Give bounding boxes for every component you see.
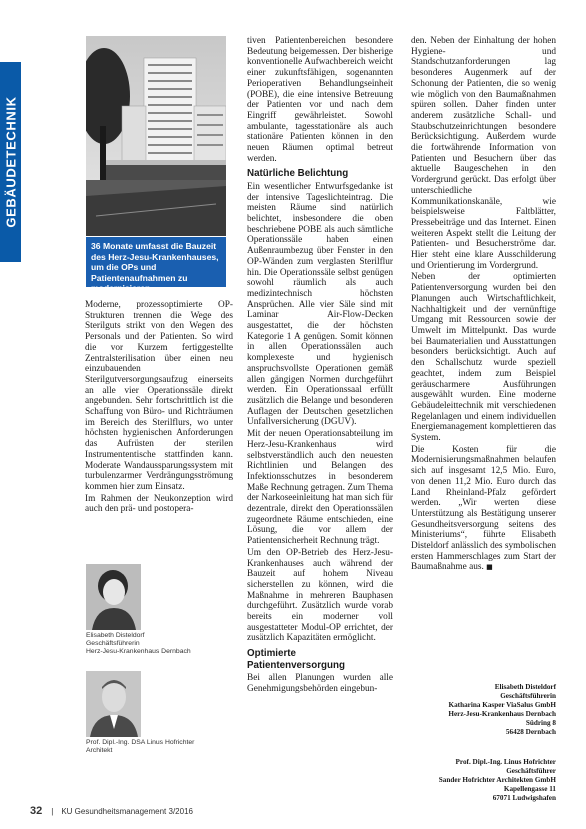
paragraph: den. Neben der Einhaltung der hohen Hygiene- und Standschutzanforderungen lag besonderes Augenmerk auf der Schonung der Patienten, die so wenig wie möglich von den Baumaßnahmen spüren sollen. Daher finden unter anderem zusätzliche Schall- und Staubschutzeinrichtungen besondere Berücksichtigung. Außerdem wurde die fortwährende Information von Patienten und Besuchern über das aktuelle Baugeschehen in den Vordergrund gerückt. Das erfolgt über unterschiedliche Kommunikationskanäle, wie beispielsweise Faltblätter, Pressebeiträge und das Internet. Einen weiteren Aspekt stellt die Leitung der Patienten- und Besucherströme dar. Hier steht eine klare Ausschilderung und Orientierung im Vordergrund. — [411, 36, 556, 271]
paragraph: Mit der neuen Operationsabteilung im Herz-Jesu-Krankenhaus wird selbstverständlich auch den neuesten Richtlinien und Belangen des Infektionsschutzes in besonderem Maße Rechnung getragen. Zum Thema der Narkoseeinleitung hat man sich für dezentrale, direkt den Operationssälen zugeordnete Räume entschieden, eine Lösung, die vor allem der Patientensicherheit Rechnung trägt. — [247, 429, 393, 547]
portrait-name: Prof. Dipl.-Ing. DSA Linus Hofrichter — [86, 739, 195, 746]
footer-separator: | — [51, 807, 54, 816]
signature-block-2 — [411, 758, 556, 803]
sig-line: Geschäftsführer — [506, 767, 556, 775]
page-number: 32 — [30, 805, 43, 817]
text-column-1 — [85, 300, 233, 516]
person-photo-icon — [86, 671, 141, 737]
sig-line: Prof. Dipl.-Ing. Linus Hofrichter — [455, 758, 556, 766]
sig-line: Kapellengasse 11 — [503, 785, 556, 793]
hospital-photo — [86, 36, 226, 236]
paragraph: Ein wesentlicher Entwurfsgedanke ist der intensive Tageslichteintrag. Die meisten Räume sind natürlich belichtet, insbesondere die oben beschriebene POBE als auch sämtliche Operationssäle haben einen Außenraumbezug über Fenster in den OP-Wänden zum verglasten Sterilflur hin. Die Operationssäle selbst genügen sowohl räumlich als auch medizintechnisch höchsten Ansprüchen. Alle vier Säle sind mit Laminar Air-Flow-Decken ausgestattet, die der höchsten Kategorie 1 A genügen. Somit können in allen Operationssälen auch komplexeste und hygienisch anspruchsvollste Operationen gemäß allen gängigen Normen durchgeführt werden. Ein Operationssaal erfüllt zusätzlich die Belange und besonderen Auflagen der Deutschen gesetzlichen Unfallversicherung (DGUV). — [247, 181, 393, 428]
paragraph: Um den OP-Betrieb des Herz-Jesu-Krankenhauses auch während der Bauzeit auf hohem Niveau sicherstellen zu können, wird die Maßnahme in mehreren Bauphasen durchgeführt. Zusätzlich wurde vorab bereits ein moderner voll ausgestatteter Modul-OP errichtet, der zusätzlich Kapazitäten ermöglicht. — [247, 547, 393, 644]
page-footer — [30, 805, 193, 817]
subheading-patient-care: Optimierte Patientenversorgung — [247, 648, 345, 671]
hospital-building-image — [86, 36, 226, 236]
section-tab-label: GEBÄUDETECHNIK — [3, 96, 18, 228]
sig-line: Elisabeth Disteldorf — [494, 683, 556, 691]
end-mark-icon: ■ — [486, 563, 493, 572]
photo-caption: 36 Monate umfasst die Bauzeit des Herz-Jesu-Krankenhauses, um die OPs und Patientenaufnahmen zu modernisieren. — [86, 237, 226, 287]
portrait-name: Elisabeth Disteldorf — [86, 632, 145, 639]
portrait-role: Geschäftsführerin — [86, 640, 140, 647]
portrait-role: Architekt — [86, 747, 113, 754]
paragraph: Bei allen Planungen wurden alle Genehmigungsbehörden eingebun- — [247, 673, 393, 694]
portrait-caption-2 — [86, 739, 226, 755]
signature-block-1 — [411, 683, 556, 737]
paragraph: Im Rahmen der Neukonzeption wird auch den prä- und postopera- — [85, 493, 233, 515]
portrait-disteldorf — [86, 564, 141, 630]
sig-line: Herz-Jesu-Krankenhaus Dernbach — [448, 710, 556, 718]
paragraph: Neben der optimierten Patientenversorgung wurden bei den Planungen auch Wirtschaftlichkeit, Nachhaltigkeit und der vernünftige Umgang mit Ressourcen sowie der Umwelt im Mittelpunkt. Das wurde bei Baumaterialien und Ausstattungen besonders berücksichtigt. Auch auf den Schallschutz wurde speziell geachtet, indem zum Beispiel geräuscharmere Ausführungen ausgewählt wurden. Eine moderne Gebäudeleittechnik mit verschiedenen Regelanlagen und einem individuellen Energiemanagement komplettieren das System. — [411, 272, 556, 444]
portrait-hofrichter — [86, 671, 141, 737]
subheading-light: Natürliche Belichtung — [247, 168, 349, 180]
text-column-3 — [411, 36, 556, 574]
portrait-org: Herz-Jesu-Krankenhaus Dernbach — [86, 648, 191, 655]
portrait-caption-1 — [86, 632, 226, 656]
sig-line: Geschäftsführerin — [500, 692, 556, 700]
sig-line: Katharina Kasper ViaSalus GmbH — [448, 701, 556, 709]
text-column-2 — [247, 36, 393, 696]
section-tab — [0, 62, 21, 262]
paragraph — [411, 445, 556, 573]
paragraph-text: Die Kosten für die Modernisierungsmaßnahmen belaufen sich auf insgesamt 12,5 Mio. Euro, von denen 11,2 Mio. Euro durch das Land Rheinland-Pfalz gefördert werden. „Wir werten diese Unterstützung als Bestätigung unserer Gesundheitsversorgung seitens des Ministeriums“, führte Elisabeth Disteldorf anlässlich des symbolischen ersten Hammerschlages zum Start der Baumaßnahme aus. — [411, 444, 556, 573]
person-photo-icon — [86, 564, 141, 630]
sig-line: 56428 Dernbach — [505, 728, 556, 736]
paragraph: Moderne, prozessoptimierte OP-Strukturen trennen die Wege des Sterilguts strikt von den Wegen des Personals und der Patienten. So wird die vor Kurzem fertiggestellte Zentralsterilisation über einen neu einzubauenden Sterilgutversorgungsaufzug einerseits an alle vier Operationssäle direkt angebunden. Sehr fortschrittlich ist die Schaffung von Büro- und Richträumen im Bereich des Sterilflurs, wo unter höchsten hygienischen Anforderungen das Aufrüsten der sterilen Instrumententische stattfinden kann. Moderate Wandaussparungssystem mit turbulenzarmer Verdrängungsströmung kommen hier zum Einsatz. — [85, 300, 233, 492]
paragraph: tiven Patientenbereichen besondere Bedeutung beigemessen. Der bisherige konventionelle Aufwachbereich weicht einer zukunftsfähigen, sogenannten Perioperativen Behandlungseinheit (POBE), die eine intensive Betreuung der Patienten vor und nach dem Eingriff gewährleistet. Sowohl ambulante, tagesstationäre als auch stationäre Patienten können in den neuen Räumen optimal betreut werden. — [247, 36, 393, 164]
sig-line: Sander Hofrichter Architekten GmbH — [438, 776, 556, 784]
journal-name: KU Gesundheitsmanagement 3/2016 — [61, 807, 193, 816]
sig-line: Südring 8 — [525, 719, 556, 727]
sig-line: 67071 Ludwigshafen — [492, 794, 556, 802]
